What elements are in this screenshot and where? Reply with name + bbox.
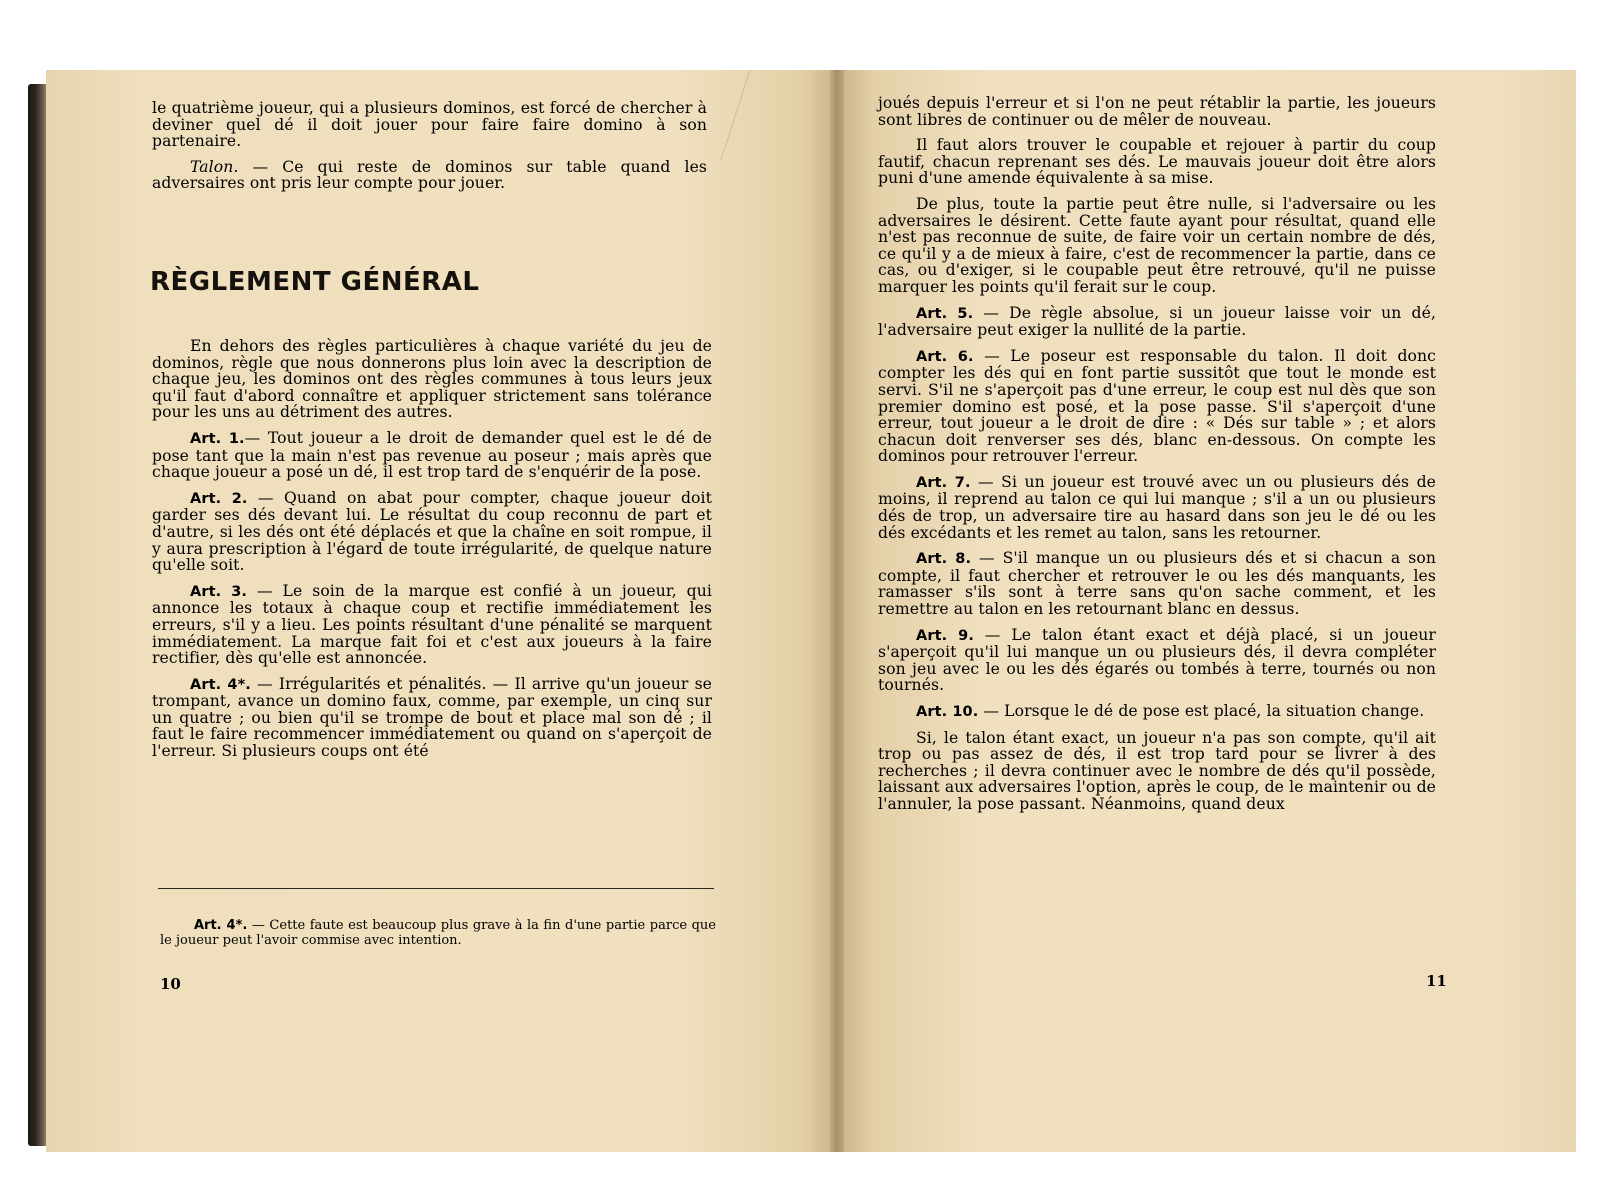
article-text: — Le poseur est responsable du talon. Il doit donc compter les dés qui en font partie sussitôt que tout le monde est servi. S'il ne s'aperçoit pas d'une erreur, le coup est nul dès que son premier domino est posé, et la pose passe. S'il s'aperçoit d'une erreur, tout joueur a le droit de dire : « Dés sur table » ; et alors chacun doit renverser ses dés, blanc en-dessous. On compte les dominos pour retrouver l'erreur. bbox=[878, 346, 1436, 466]
footnote-rule bbox=[158, 888, 714, 889]
article-3 bbox=[152, 583, 712, 667]
talon-definition: — Ce qui reste de dominos sur table quand les adversaires ont pris leur compte pour jouer. bbox=[152, 157, 707, 193]
page-number-left: 10 bbox=[160, 975, 181, 993]
article-4 bbox=[152, 676, 712, 760]
book-gutter bbox=[830, 70, 844, 1152]
article-2 bbox=[152, 490, 712, 574]
general-rules-intro: En dehors des règles particulières à chaque variété du jeu de dominos, règle que nous donnerons plus loin avec la description de chaque jeu, les dominos ont des règles communes à tous leurs jeux qu'il faut d'abord connaître et appliquer strictement sans tolérance pour les uns au détriment des autres. bbox=[152, 337, 712, 422]
article-5 bbox=[878, 305, 1436, 339]
article-label: Art. 5. bbox=[916, 305, 974, 322]
closing-paragraph: Si, le talon étant exact, un joueur n'a pas son compte, qu'il ait trop ou pas assez de dés, il est trop tard pour se livrer à des recherches ; il devra continuer avec le nombre de dés qu'il possède, laissant aux adversaires l'option, après le coup, de le maintenir ou de l'annuler, la pose passant. Néanmoins, quand deux bbox=[878, 728, 1436, 813]
article-label: Art. 2. bbox=[190, 490, 248, 507]
article-label: Art. 7. bbox=[916, 474, 971, 491]
footnote-label: Art. 4*. bbox=[194, 918, 248, 933]
article-label: Art. 1. bbox=[190, 430, 245, 447]
article-7 bbox=[878, 474, 1436, 541]
article-10 bbox=[878, 703, 1436, 721]
left-intro-text bbox=[152, 100, 707, 201]
page-number-right: 11 bbox=[1426, 972, 1447, 990]
intro-paragraph-1: le quatrième joueur, qui a plusieurs dominos, est forcé de chercher à deviner quel dé il doit jouer pour faire faire domino à son partenaire. bbox=[152, 99, 707, 151]
article-text: — Le soin de la marque est confié à un joueur, qui annonce les totaux à chaque coup et rectifie immédiatement les erreurs, s'il y a lieu. Les points résultant d'une pénalité se marquent immédiatement. La marque fait foi et c'est aux joueurs à la faire rectifier, dès qu'elle est annoncée. bbox=[152, 581, 712, 668]
article-6 bbox=[878, 348, 1436, 465]
article-label: Art. 4*. bbox=[190, 676, 251, 693]
article-1 bbox=[152, 430, 712, 481]
article-text: — Irrégularités et pénalités. — Il arrive qu'un joueur se trompant, avance un domino faux, comme, par exemple, un cinq sur un quatre ; ou bien qu'il se trompe de bout et place mal son dé ; il faut le faire recommencer immédiatement ou quand on s'aperçoit de l'erreur. Si plusieurs coups ont été bbox=[152, 674, 713, 761]
right-paragraph-3: De plus, toute la partie peut être nulle, si l'adversaire ou les adversaires le désirent. Cette faute ayant pour résultat, quand elle n'est pas reconnue de suite, de faire voir un certain nombre de dés, ce qu'il y a de mieux à faire, c'est de recommencer la partie, dans ce cas, ou d'exiger, si le coupable peut être retrouvé, qu'il ne puisse marquer les points qu'il ferait sur le coup. bbox=[878, 194, 1436, 296]
article-text: — Quand on abat pour compter, chaque joueur doit garder ses dés devant lui. Le résultat du coup reconnu de part et d'autre, si les dés ont été déplacés et que la chaîne en soit rompue, il y aura prescription à l'égard de toute irrégularité, de quelque nature qu'elle soit. bbox=[152, 488, 712, 575]
article-label: Art. 10. bbox=[916, 704, 979, 720]
right-paragraph-2: Il faut alors trouver le coupable et rejouer à partir du coup fautif, chacun reprenant ses dés. Le mauvais joueur doit être alors puni d'une amende équivalente à sa mise. bbox=[878, 136, 1436, 188]
talon-term: Talon. bbox=[190, 157, 239, 176]
intro-paragraph-talon bbox=[152, 159, 707, 192]
article-text: — Tout joueur a le droit de demander quel est le dé de pose tant que la main n'est pas revenue au poseur ; mais après que chaque joueur a posé un dé, il est trop tard de s'enquérir de la pose. bbox=[152, 428, 712, 482]
footnote-paragraph bbox=[160, 918, 716, 948]
right-paragraph-1: joués depuis l'erreur et si l'on ne peut rétablir la partie, les joueurs sont libres de continuer ou de mêler de nouveau. bbox=[878, 94, 1436, 129]
article-label: Art. 6. bbox=[916, 348, 974, 365]
article-9 bbox=[878, 627, 1436, 694]
article-text: — Si un joueur est trouvé avec un ou plusieurs dés de moins, il reprend au talon ce qui lui manque ; s'il a un ou plusieurs dés de trop, un adversaire tire au hasard dans son jeu le dé ou les dés excédants et les remet au talon, sans les retourner. bbox=[878, 472, 1436, 542]
right-body-text bbox=[878, 95, 1436, 822]
article-text: — Lorsque le dé de pose est placé, la situation change. bbox=[978, 702, 1425, 720]
article-text: — S'il manque un ou plusieurs dés et si chacun a son compte, il faut chercher et retrouver le ou les dés manquants, les ramasser s'ils sont à terre sans qu'on sache comment, et les remettre au talon en les retournant blanc en dessus. bbox=[878, 549, 1436, 619]
article-8 bbox=[878, 550, 1436, 617]
footnote-text: — Cette faute est beaucoup plus grave à la fin d'une partie parce que le joueur peut l'avoir commise avec intention. bbox=[160, 918, 716, 948]
section-heading: RÈGLEMENT GÉNÉRAL bbox=[150, 267, 480, 297]
article-label: Art. 9. bbox=[916, 627, 974, 644]
article-label: Art. 8. bbox=[916, 551, 972, 568]
article-text: — Le talon étant exact et déjà placé, si un joueur s'aperçoit qu'il lui manque un ou plusieurs dés, il devra compléter son jeu avec le ou les dés égarés ou tombés à terre, tournés ou non tournés. bbox=[878, 625, 1436, 695]
article-label: Art. 3. bbox=[190, 583, 248, 600]
footnote bbox=[160, 918, 716, 948]
left-body-text bbox=[152, 338, 712, 769]
article-text: — De règle absolue, si un joueur laisse voir un dé, l'adversaire peut exiger la nullité de la partie. bbox=[878, 303, 1436, 340]
